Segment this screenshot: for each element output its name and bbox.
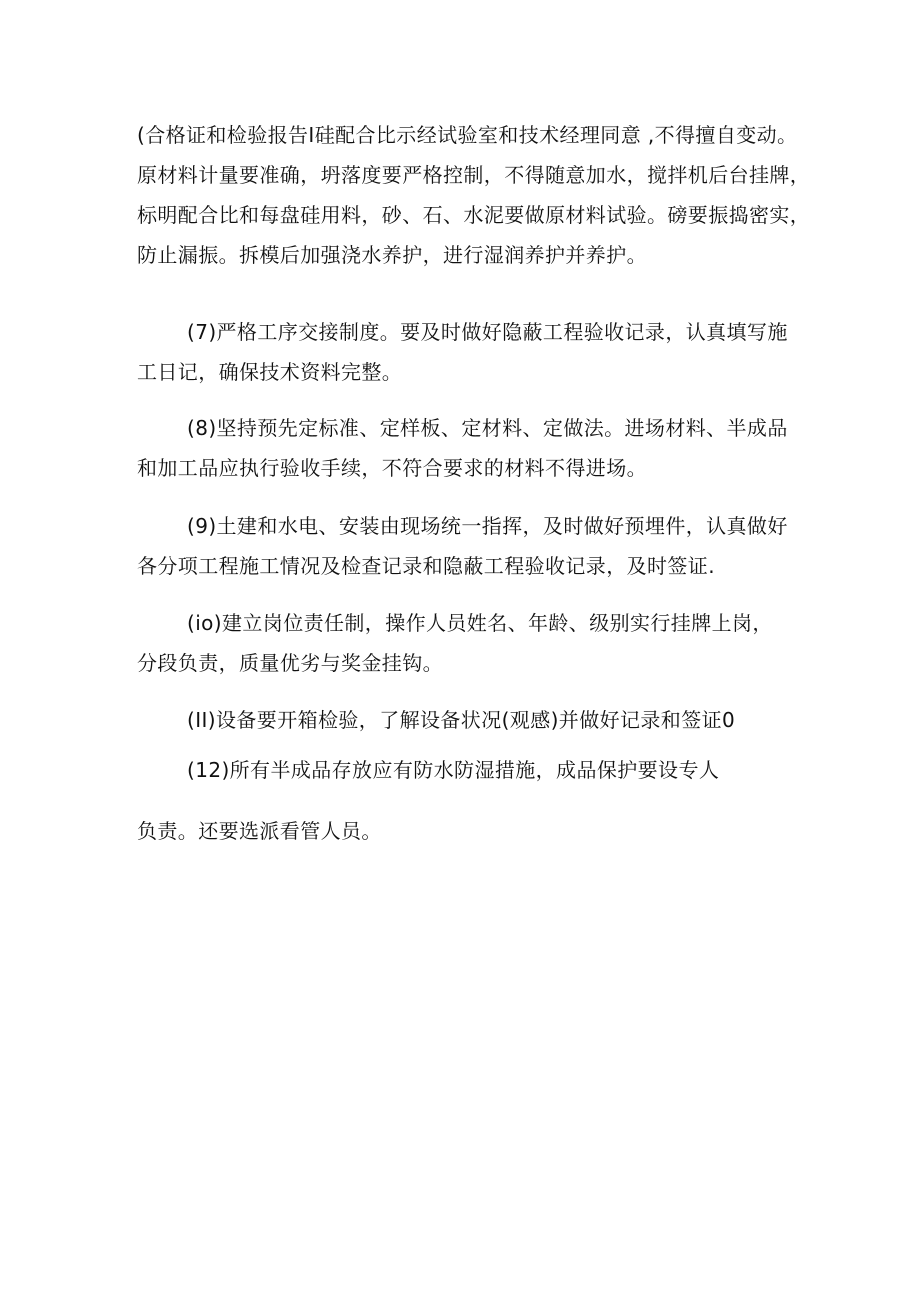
paragraph-line: (7)严格工序交接制度。要及时做好隐蔽工程验收记录，认真填写施 [187,320,788,344]
paragraph-line: (9)土建和水电、安装由现场统一指挥，及时做好预埋件，认真做好 [187,514,788,538]
paragraph-line: 工日记，确保技术资料完整。 [137,360,403,384]
paragraph-line: (12)所有半成品存放应有防水防湿措施，成品保护要设专人 [187,758,720,782]
paragraph-line: 各分项工程施工情况及检查记录和隐蔽工程验收记录，及时签证. [137,554,715,578]
paragraph-line: 和加工品应执行验收手续，不符合要求的材料不得进场。 [137,456,647,480]
paragraph-line: (8)坚持预先定标准、定样板、定材料、定做法。进场材料、半成品 [187,416,788,440]
paragraph-line: 分段负责，质量优劣与奖金挂钩。 [137,651,443,675]
paragraph-item-7 [137,312,817,392]
paragraph-concrete-control [137,115,817,275]
paragraph-line: (合格证和检验报告Ⅰ硅配合比示经试验室和技术经理同意 ,不得擅自变动。 [137,123,798,147]
paragraph-line: 标明配合比和每盘硅用料，砂、石、水泥要做原材料试验。磅要振捣密实， [137,203,811,227]
paragraph-line: (II)设备要开箱检验，了解设备状况(观感)并做好记录和签证0 [187,708,736,732]
paragraph-item-12 [137,750,817,790]
paragraph-line: 负责。还要选派看管人员。 [137,819,382,843]
paragraph-line: 原材料计量要准确，坍落度要严格控制，不得随意加水，搅拌机后台挂牌， [137,163,811,187]
paragraph-closing [137,811,817,851]
paragraph-item-8 [137,408,817,488]
paragraph-line: 防止漏振。拆模后加强浇水养护，进行湿润养护并养护。 [137,243,647,267]
paragraph-line: (io)建立岗位责任制，操作人员姓名、年龄、级别实行挂牌上岗， [187,611,773,635]
paragraph-item-11 [137,700,817,740]
paragraph-item-9 [137,506,817,586]
paragraph-item-10 [137,603,817,683]
